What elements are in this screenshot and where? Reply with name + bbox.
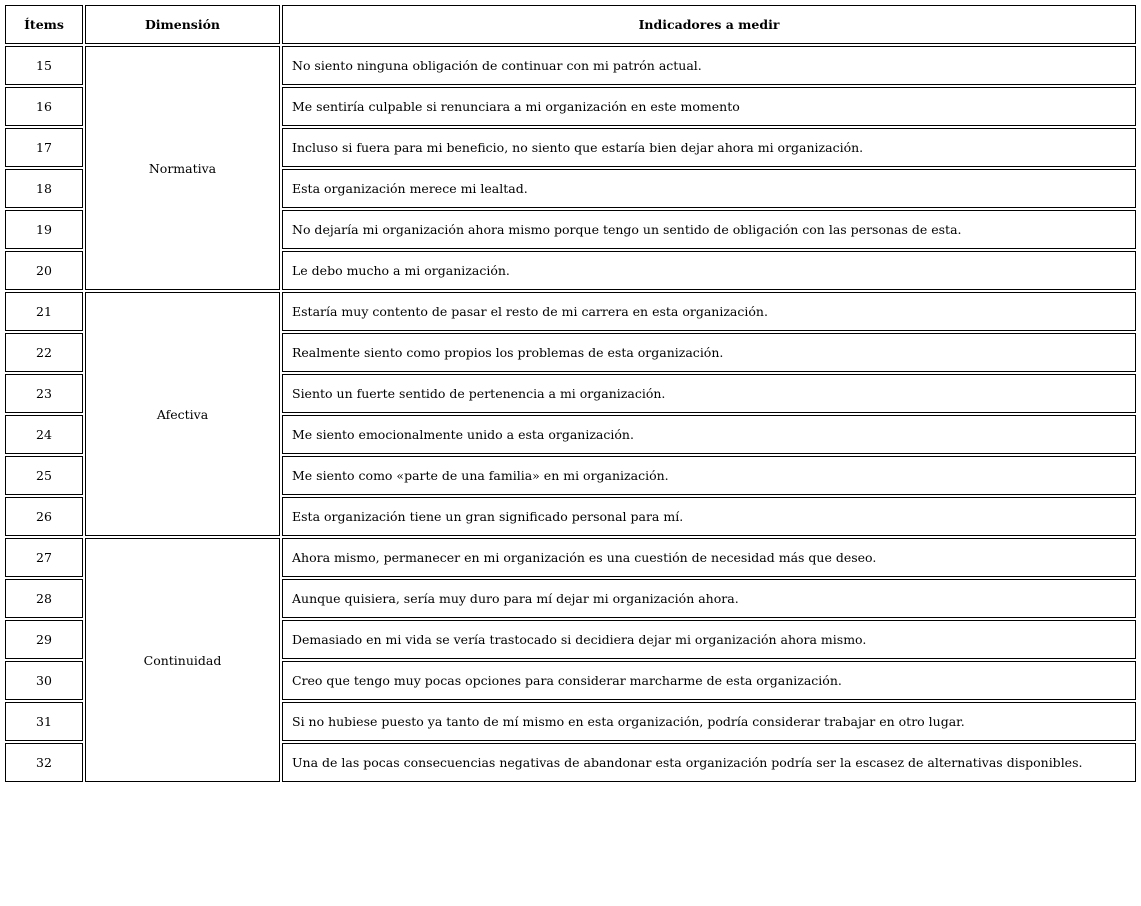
indicator-text: No dejaría mi organización ahora mismo porque tengo un sentido de obligación con las personas de esta. — [282, 210, 1136, 249]
item-number: 25 — [5, 456, 83, 495]
indicator-text: Incluso si fuera para mi beneficio, no siento que estaría bien dejar ahora mi organización. — [282, 128, 1136, 167]
item-number: 32 — [5, 743, 83, 782]
header-items: Ítems — [5, 5, 83, 44]
indicator-text: Una de las pocas consecuencias negativas de abandonar esta organización podría ser la escasez de alternativas disponibles. — [282, 743, 1136, 782]
indicator-text: Estaría muy contento de pasar el resto de mi carrera en esta organización. — [282, 292, 1136, 331]
item-number: 27 — [5, 538, 83, 577]
item-number: 30 — [5, 661, 83, 700]
indicators-table — [3, 3, 1138, 784]
dimension-cell: Afectiva — [85, 292, 280, 536]
header-dimension: Dimensión — [85, 5, 280, 44]
item-number: 15 — [5, 46, 83, 85]
indicator-text: Ahora mismo, permanecer en mi organización es una cuestión de necesidad más que deseo. — [282, 538, 1136, 577]
item-number: 24 — [5, 415, 83, 454]
indicator-text: Esta organización tiene un gran significado personal para mí. — [282, 497, 1136, 536]
indicator-text: Siento un fuerte sentido de pertenencia a mi organización. — [282, 374, 1136, 413]
item-number: 18 — [5, 169, 83, 208]
item-number: 17 — [5, 128, 83, 167]
item-number: 29 — [5, 620, 83, 659]
header-indicators: Indicadores a medir — [282, 5, 1136, 44]
dimension-cell: Continuidad — [85, 538, 280, 782]
header-row — [5, 5, 1136, 44]
indicator-text: Me siento como «parte de una familia» en mi organización. — [282, 456, 1136, 495]
item-number: 31 — [5, 702, 83, 741]
item-number: 23 — [5, 374, 83, 413]
table-row — [5, 292, 1136, 331]
indicator-text: Aunque quisiera, sería muy duro para mí dejar mi organización ahora. — [282, 579, 1136, 618]
indicator-text: Creo que tengo muy pocas opciones para considerar marcharme de esta organización. — [282, 661, 1136, 700]
table-body — [5, 46, 1136, 782]
item-number: 19 — [5, 210, 83, 249]
table-row — [5, 538, 1136, 577]
indicator-text: Demasiado en mi vida se vería trastocado si decidiera dejar mi organización ahora mismo. — [282, 620, 1136, 659]
item-number: 22 — [5, 333, 83, 372]
dimension-cell: Normativa — [85, 46, 280, 290]
indicator-text: Realmente siento como propios los problemas de esta organización. — [282, 333, 1136, 372]
table-row — [5, 46, 1136, 85]
item-number: 28 — [5, 579, 83, 618]
item-number: 21 — [5, 292, 83, 331]
item-number: 20 — [5, 251, 83, 290]
indicator-text: No siento ninguna obligación de continuar con mi patrón actual. — [282, 46, 1136, 85]
indicator-text: Esta organización merece mi lealtad. — [282, 169, 1136, 208]
item-number: 26 — [5, 497, 83, 536]
indicator-text: Si no hubiese puesto ya tanto de mí mismo en esta organización, podría considerar trabajar en otro lugar. — [282, 702, 1136, 741]
item-number: 16 — [5, 87, 83, 126]
indicator-text: Me sentiría culpable si renunciara a mi organización en este momento — [282, 87, 1136, 126]
indicator-text: Me siento emocionalmente unido a esta organización. — [282, 415, 1136, 454]
indicator-text: Le debo mucho a mi organización. — [282, 251, 1136, 290]
